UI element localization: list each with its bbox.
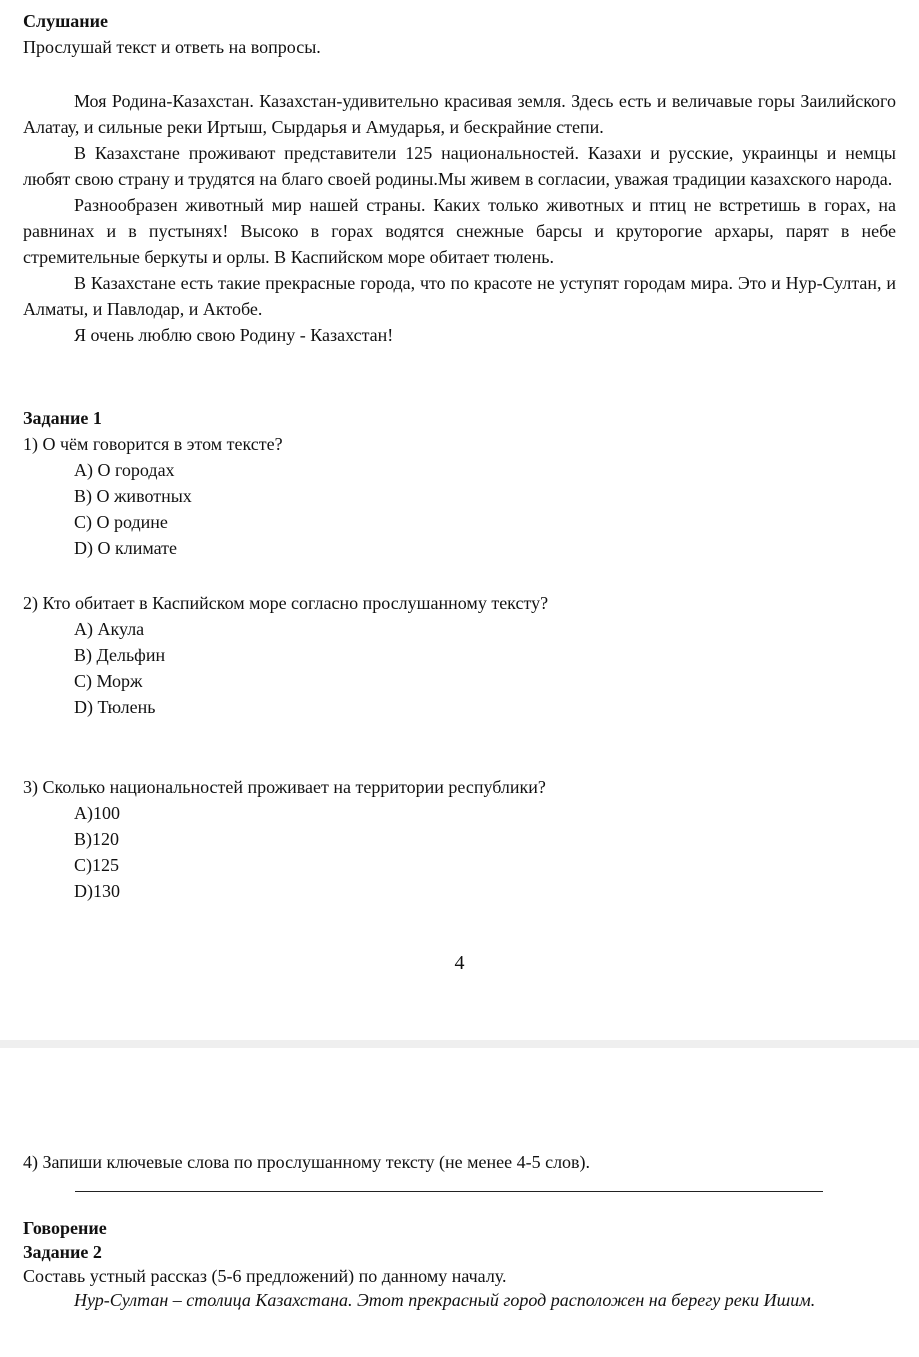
speaking-heading: Говорение xyxy=(23,1218,107,1238)
question-1 xyxy=(23,431,896,561)
answer-option: B) Дельфин xyxy=(74,645,166,665)
listening-section xyxy=(23,8,896,60)
question-2 xyxy=(23,590,896,720)
question-text: 2) Кто обитает в Каспийском море согласно прослушанному тексту? xyxy=(23,593,549,613)
answer-option: C) О родине xyxy=(74,512,168,532)
answer-option: D)130 xyxy=(74,881,120,901)
paragraph: Разнообразен животный мир нашей страны. Каких только животных и птиц не встретишь в горах, на равнинах и в пустынях! Высоко в горах водятся снежные барсы и круторогие архары, парят в небе стремительные беркуты и орлы. В Каспийском море обитает тюлень. xyxy=(23,195,896,267)
question-text: 1) О чём говорится в этом тексте? xyxy=(23,434,283,454)
listening-heading: Слушание xyxy=(23,11,109,31)
answer-option: C)125 xyxy=(74,855,119,875)
listening-text xyxy=(23,88,896,348)
answer-option: D) Тюлень xyxy=(74,697,156,717)
paragraph: Я очень люблю свою Родину - Казахстан! xyxy=(74,325,394,345)
answer-option: B)120 xyxy=(74,829,119,849)
task1-heading: Задание 1 xyxy=(23,408,102,428)
question-4 xyxy=(23,1149,896,1175)
paragraph: В Казахстане проживают представители 125 национальностей. Казахи и русские, украинцы и немцы любят свою страну и трудятся на благо своей родины.Мы живем в согласии, уважая традиции казахского народа. xyxy=(23,143,896,189)
paragraph: Моя Родина-Казахстан. Казахстан-удивительно красивая земля. Здесь есть и величавые горы Заилийского Алатау, и сильные реки Иртыш, Сырдарья и Амударья, и бескрайние степи. xyxy=(23,91,896,137)
task2-heading: Задание 2 xyxy=(23,1242,102,1262)
answer-option: C) Морж xyxy=(74,671,143,691)
page-number: 4 xyxy=(454,952,465,974)
paragraph: В Казахстане есть такие прекрасные города, что по красоте не уступят городам мира. Это и Нур-Султан, и Алматы, и Павлодар, и Актобе. xyxy=(23,273,896,319)
task1-heading-block xyxy=(23,405,896,431)
speaking-section xyxy=(23,1216,896,1312)
question-text: 3) Сколько национальностей проживает на территории республики? xyxy=(23,777,546,797)
answer-option: A) О городах xyxy=(74,460,175,480)
question-3 xyxy=(23,774,896,904)
answer-option: A)100 xyxy=(74,803,120,823)
answer-option: B) О животных xyxy=(74,486,192,506)
answer-line[interactable] xyxy=(75,1191,823,1192)
listening-instruction: Прослушай текст и ответь на вопросы. xyxy=(23,37,321,57)
page-separator xyxy=(0,1040,919,1048)
story-prompt: Нур-Султан – столица Казахстана. Этот прекрасный город расположен на берегу реки Ишим. xyxy=(74,1290,816,1310)
answer-option: A) Акула xyxy=(74,619,145,639)
answer-option: D) О климате xyxy=(74,538,177,558)
question-text: 4) Запиши ключевые слова по прослушанному тексту (не менее 4-5 слов). xyxy=(23,1152,591,1172)
speaking-instruction: Составь устный рассказ (5-6 предложений) по данному началу. xyxy=(23,1266,507,1286)
